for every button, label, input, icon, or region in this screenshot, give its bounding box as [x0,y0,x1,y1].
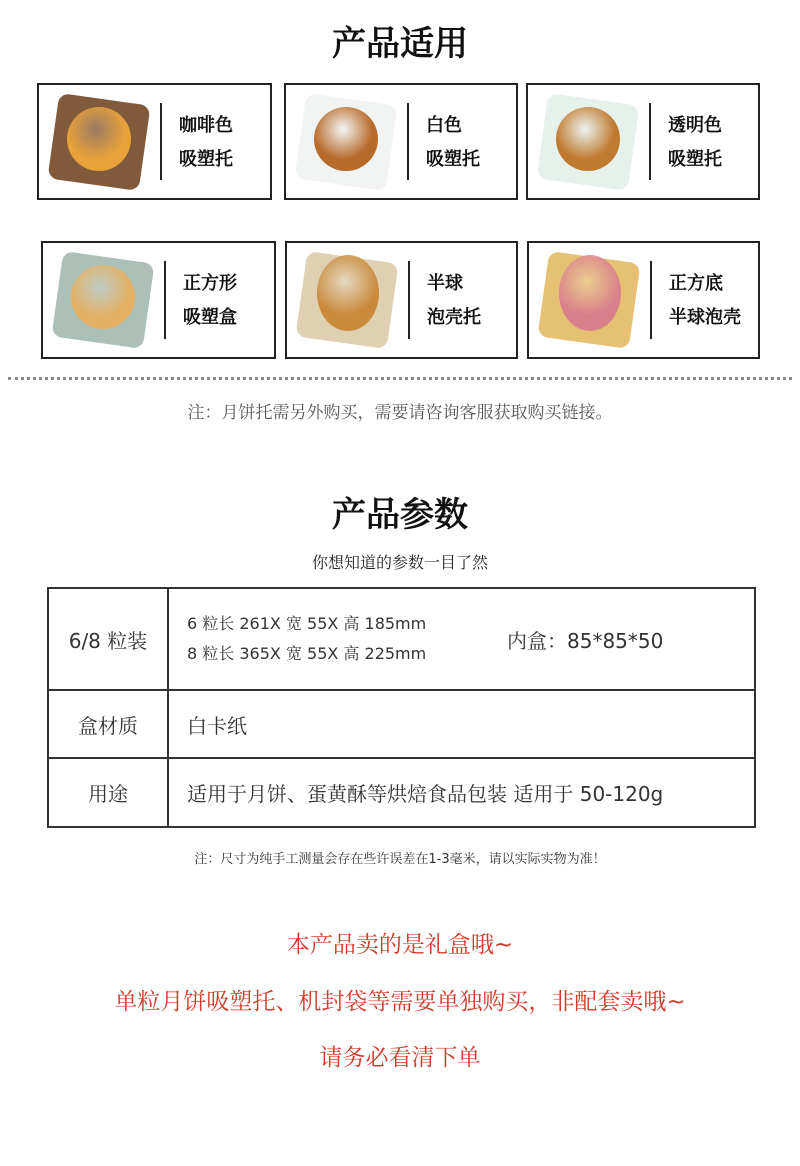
card-label-1: 正方底 [669,273,723,294]
product-card [527,241,760,359]
product-image [534,93,642,191]
table-row [48,758,755,827]
card-divider [407,103,409,180]
size-footnote: 注：尺寸为纯手工测量会存在些许误差在1-3毫米，请以实际实物为准！ [194,852,606,867]
product-image [45,93,153,191]
size-8: 8 粒长 365X 宽 55X 高 225mm [187,644,427,663]
card-divider [160,103,162,180]
product-image [49,251,157,349]
size-6: 6 粒长 261X 宽 55X 高 185mm [187,614,427,633]
param-value: 适用于月饼、蛋黄酥等烘焙食品包装 适用于 50-120g [168,758,755,827]
params-title: 产品参数 [332,495,468,535]
table-row [48,588,755,690]
product-card [285,241,518,359]
usage-title: 产品适用 [332,24,468,64]
product-image [293,251,401,349]
card-label-2: 吸塑托 [426,149,480,170]
params-subtitle: 你想知道的参数一目了然 [311,553,488,572]
card-label-1: 白色 [426,115,462,136]
table-row [48,690,755,758]
notice-line-1: 本产品卖的是礼盒哦~ [286,932,514,958]
param-value: 白卡纸 [168,690,755,758]
card-label-2: 泡壳托 [427,307,481,328]
card-label-1: 正方形 [183,273,237,294]
param-key: 6/8 粒装 [48,588,168,690]
card-label-2: 吸塑托 [668,149,722,170]
card-label-2: 半球泡壳 [669,307,741,328]
param-key: 用途 [48,758,168,827]
notice-line-2: 单粒月饼吸塑托、机封袋等需要单独购买，非配套卖哦~ [114,989,686,1015]
product-card [284,83,518,200]
params-table [47,587,756,828]
card-divider [650,261,652,339]
product-card [41,241,276,359]
card-label-2: 吸塑盒 [183,307,237,328]
card-label-1: 咖啡色 [179,115,233,136]
product-card [37,83,272,200]
dotted-divider [8,377,792,380]
card-divider [408,261,410,339]
card-label-1: 透明色 [668,115,722,136]
card-divider [649,103,651,180]
inner-box-size: 内盒：85*85*50 [507,628,664,653]
card-label-2: 吸塑托 [179,149,233,170]
product-card [526,83,760,200]
notice-line-3: 请务必看清下单 [319,1045,481,1071]
product-image [292,93,400,191]
product-image [535,251,643,349]
card-label-1: 半球 [427,273,463,294]
card-divider [164,261,166,339]
tray-note: 注：月饼托需另外购买，需要请咨询客服获取购买链接。 [187,403,613,423]
param-key: 盒材质 [48,690,168,758]
